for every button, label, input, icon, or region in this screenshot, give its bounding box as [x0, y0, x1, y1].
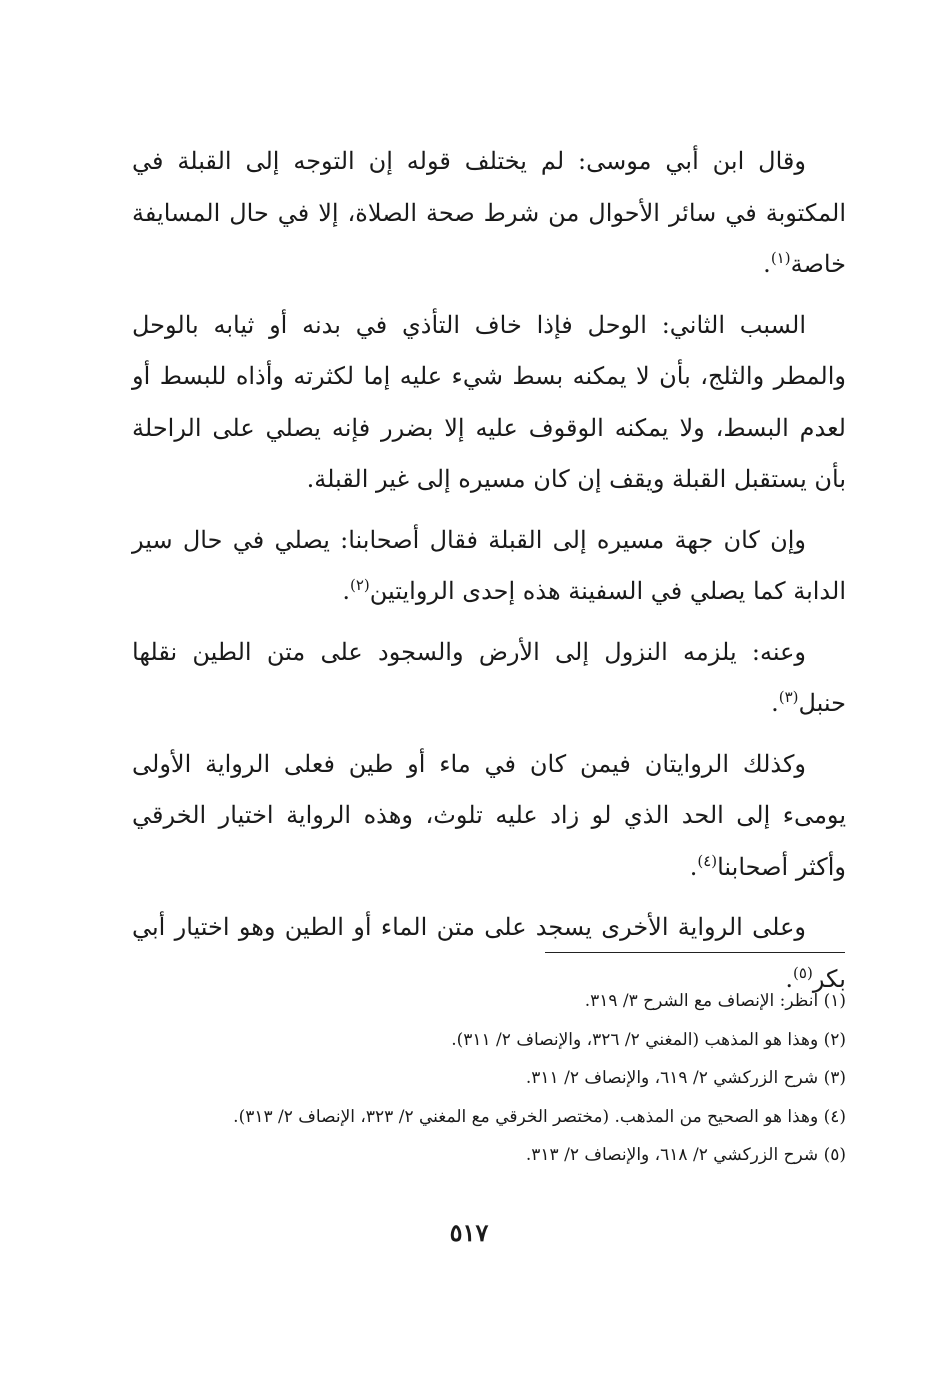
- footnote-separator: [545, 952, 845, 953]
- paragraph-text: وعلى الرواية الأخرى يسجد على متن الماء أو الطين وهو اختيار أبي بكر: [132, 913, 846, 993]
- footnote-2: (٢) وهذا هو المذهب (المغني ٢/ ٣٢٦، والإنصاف ٢/ ٣١١).: [451, 1029, 846, 1050]
- footnote-3: (٣) شرح الزركشي ٢/ ٦١٩، والإنصاف ٢/ ٣١١.: [525, 1068, 846, 1088]
- paragraph-text: السبب الثاني: الوحل فإذا خاف التأذي في بدنه أو ثيابه بالوحل والمطر والثلج، بأن لا يمكنه بسط شيء عليه إما لكثرته وأذاه للبسط أو لعدم البسط، ولا يمكنه الوقوف عليه إلا بضرر فإنه يصلي على الراحلة بأن يستقبل القبلة ويقف إن كان مسيره إلى غير القبلة.: [132, 310, 846, 493]
- paragraph-2: [132, 300, 846, 506]
- paragraph-1: [132, 136, 846, 291]
- paragraph-end: .: [763, 250, 771, 278]
- paragraph-end: .: [771, 689, 779, 717]
- paragraph-text: وقال ابن أبي موسى: لم يختلف قوله إن التوجه إلى القبلة في المكتوبة في سائر الأحوال من شرط صحة الصلاة، إلا في حال المسايفة خاصة: [132, 147, 846, 278]
- paragraph-text: وكذلك الروايتان فيمن كان في ماء أو طين فعلى الرواية الأولى يومىء إلى الحد الذي لو زاد عليه تلوث، وهذه الرواية اختيار الخرقي وأكثر أصحابنا: [132, 749, 846, 881]
- footnote-marker-3: (٣): [778, 688, 799, 706]
- paragraph-4: [132, 627, 846, 730]
- footnote-4: (٤) وهذا هو الصحيح من المذهب. (مختصر الخرقي مع المغني ٢/ ٣٢٣، الإنصاف ٢/ ٣١٣).: [233, 1106, 846, 1127]
- footnote-marker-2: (٢): [349, 576, 370, 594]
- paragraph-end: .: [342, 577, 350, 605]
- paragraph-3: [132, 515, 846, 618]
- main-text-body: [132, 136, 846, 1014]
- footnote-marker-1: (١): [770, 249, 791, 267]
- paragraph-end: .: [785, 964, 794, 993]
- paragraph-end: .: [689, 852, 698, 881]
- footnote-1: (١) انظر: الإنصاف مع الشرح ٣/ ٣١٩.: [584, 991, 846, 1011]
- paragraph-text: وعنه: يلزمه النزول إلى الأرض والسجود على متن الطين نقلها حنبل: [132, 637, 846, 717]
- footnote-marker-5: (٥): [793, 963, 813, 982]
- paragraph-5: [132, 739, 846, 894]
- footnotes-section: [130, 982, 846, 1175]
- paragraph-text: وإن كان جهة مسيره إلى القبلة فقال أصحابنا: يصلي في حال سير الدابة كما يصلي في السفينة هذه إحدى الروايتين: [132, 525, 846, 605]
- footnote-5: (٥) شرح الزركشي ٢/ ٦١٨، والإنصاف ٢/ ٣١٣.: [525, 1145, 846, 1165]
- page-number: ٥١٧: [449, 1218, 489, 1247]
- footnote-marker-4: (٤): [697, 851, 718, 870]
